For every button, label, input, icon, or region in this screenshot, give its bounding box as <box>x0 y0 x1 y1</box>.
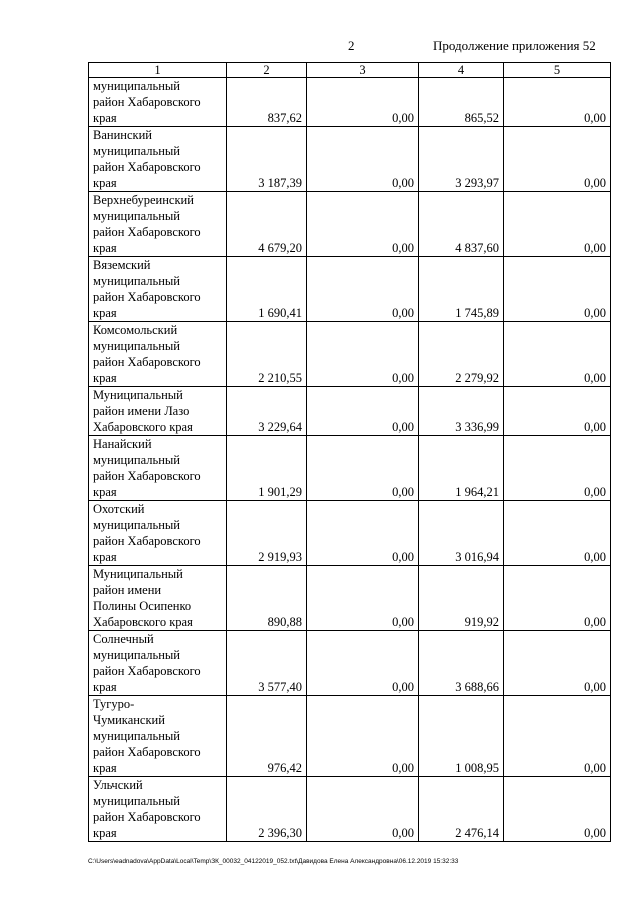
table-row <box>89 192 611 257</box>
value-cell-col-4: 3 016,94 <box>419 501 504 566</box>
table-row <box>89 777 611 842</box>
value-cell-col-2: 4 679,20 <box>227 192 307 257</box>
table-row <box>89 436 611 501</box>
table-body <box>89 78 611 842</box>
value-cell-col-2: 3 187,39 <box>227 127 307 192</box>
value-cell-col-3: 0,00 <box>307 631 419 696</box>
table-row <box>89 257 611 322</box>
value-cell-col-3: 0,00 <box>307 777 419 842</box>
column-header-4: 4 <box>419 63 504 78</box>
district-name-cell: Ульчский муниципальный район Хабаровского края <box>89 777 227 842</box>
column-header-2: 2 <box>227 63 307 78</box>
district-name-cell: Муниципальный район имени Лазо Хабаровского края <box>89 387 227 436</box>
value-cell-col-2: 2 210,55 <box>227 322 307 387</box>
table-row <box>89 387 611 436</box>
district-name-cell: Верхнебуреинский муниципальный район Хабаровского края <box>89 192 227 257</box>
value-cell-col-5: 0,00 <box>504 322 611 387</box>
value-cell-col-5: 0,00 <box>504 436 611 501</box>
value-cell-col-4: 919,92 <box>419 566 504 631</box>
table-row <box>89 566 611 631</box>
table-row <box>89 696 611 777</box>
district-name-cell: Нанайский муниципальный район Хабаровского края <box>89 436 227 501</box>
table-row <box>89 631 611 696</box>
value-cell-col-2: 837,62 <box>227 78 307 127</box>
value-cell-col-2: 2 919,93 <box>227 501 307 566</box>
table-row <box>89 322 611 387</box>
value-cell-col-2: 1 690,41 <box>227 257 307 322</box>
value-cell-col-3: 0,00 <box>307 192 419 257</box>
appendix-table <box>88 62 611 842</box>
district-name-cell: Комсомольский муниципальный район Хабаровского края <box>89 322 227 387</box>
value-cell-col-5: 0,00 <box>504 387 611 436</box>
value-cell-col-4: 4 837,60 <box>419 192 504 257</box>
district-name-cell: Тугуро- Чумиканский муниципальный район Хабаровского края <box>89 696 227 777</box>
value-cell-col-5: 0,00 <box>504 777 611 842</box>
column-header-5: 5 <box>504 63 611 78</box>
district-name-cell: Охотский муниципальный район Хабаровского края <box>89 501 227 566</box>
value-cell-col-2: 3 577,40 <box>227 631 307 696</box>
value-cell-col-4: 2 279,92 <box>419 322 504 387</box>
column-number-row <box>89 63 611 78</box>
value-cell-col-4: 2 476,14 <box>419 777 504 842</box>
district-name-cell: Муниципальный район имени Полины Осипенко Хабаровского края <box>89 566 227 631</box>
table-row <box>89 501 611 566</box>
appendix-continuation-label: Продолжение приложения 52 <box>433 38 596 53</box>
table-row <box>89 78 611 127</box>
value-cell-col-2: 2 396,30 <box>227 777 307 842</box>
value-cell-col-5: 0,00 <box>504 127 611 192</box>
district-name-cell: Солнечный муниципальный район Хабаровского края <box>89 631 227 696</box>
value-cell-col-4: 3 336,99 <box>419 387 504 436</box>
file-path-footer: C:\Users\eadnadova\AppData\Local\Temp\ЗК_00032_04122019_052.txt\Давидова Елена Александровна\06.12.2019 15:32:33 <box>88 858 459 865</box>
value-cell-col-4: 3 293,97 <box>419 127 504 192</box>
value-cell-col-3: 0,00 <box>307 436 419 501</box>
value-cell-col-3: 0,00 <box>307 387 419 436</box>
value-cell-col-3: 0,00 <box>307 257 419 322</box>
value-cell-col-2: 890,88 <box>227 566 307 631</box>
value-cell-col-3: 0,00 <box>307 78 419 127</box>
value-cell-col-2: 1 901,29 <box>227 436 307 501</box>
column-header-1: 1 <box>89 63 227 78</box>
value-cell-col-5: 0,00 <box>504 631 611 696</box>
value-cell-col-4: 1 964,21 <box>419 436 504 501</box>
district-name-cell: Вяземский муниципальный район Хабаровского края <box>89 257 227 322</box>
value-cell-col-4: 1 008,95 <box>419 696 504 777</box>
value-cell-col-5: 0,00 <box>504 501 611 566</box>
value-cell-col-5: 0,00 <box>504 696 611 777</box>
value-cell-col-4: 3 688,66 <box>419 631 504 696</box>
value-cell-col-3: 0,00 <box>307 566 419 631</box>
value-cell-col-5: 0,00 <box>504 257 611 322</box>
value-cell-col-5: 0,00 <box>504 192 611 257</box>
page-number: 2 <box>348 38 355 53</box>
value-cell-col-4: 1 745,89 <box>419 257 504 322</box>
district-name-cell: Ванинский муниципальный район Хабаровского края <box>89 127 227 192</box>
column-header-3: 3 <box>307 63 419 78</box>
value-cell-col-2: 3 229,64 <box>227 387 307 436</box>
value-cell-col-3: 0,00 <box>307 501 419 566</box>
value-cell-col-3: 0,00 <box>307 127 419 192</box>
value-cell-col-2: 976,42 <box>227 696 307 777</box>
value-cell-col-5: 0,00 <box>504 78 611 127</box>
table-row <box>89 127 611 192</box>
district-name-cell: муниципальный район Хабаровского края <box>89 78 227 127</box>
value-cell-col-4: 865,52 <box>419 78 504 127</box>
value-cell-col-5: 0,00 <box>504 566 611 631</box>
value-cell-col-3: 0,00 <box>307 696 419 777</box>
value-cell-col-3: 0,00 <box>307 322 419 387</box>
